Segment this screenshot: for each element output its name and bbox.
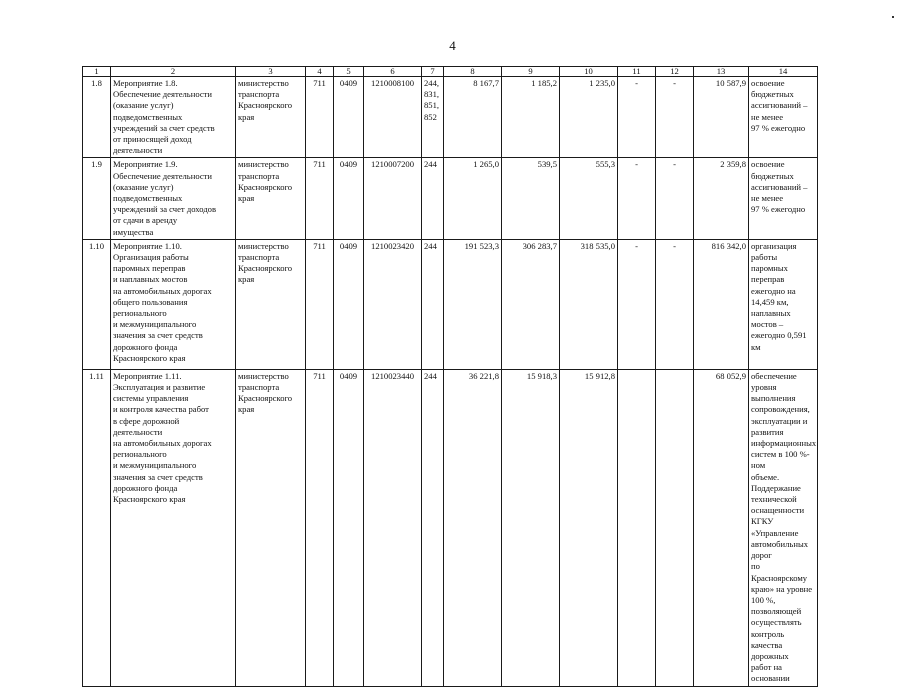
- target-item-code: 1210007200: [364, 158, 422, 239]
- amount-year-1: 1 265,0: [444, 158, 502, 239]
- grbs-code: 711: [306, 239, 334, 369]
- column-number-14: 14: [749, 67, 818, 77]
- target-item-code: 1210023440: [364, 369, 422, 686]
- column-number-9: 9: [502, 67, 560, 77]
- expected-result: обеспечение уровня выполнения сопровождения, эксплуатации и развития информационных систем в 100 %-ном объеме. Поддержание технической оснащенности КГКУ «Управление автомобильных дорог по Красноярскому краю» на уровне 100 %, позволяющей осуществлять контроль качества дорожных работ на основании: [749, 369, 818, 686]
- expected-result: организация работы паромных переправ ежегодно на 14,459 км, наплавных мостов – ежегодно 0,591 км: [749, 239, 818, 369]
- amount-year-2: 15 918,3: [502, 369, 560, 686]
- table-row: [83, 158, 818, 239]
- column-12: -: [656, 77, 694, 158]
- table-row: [83, 369, 818, 686]
- executor: министерство транспорта Красноярского края: [236, 77, 306, 158]
- column-12: [656, 369, 694, 686]
- amount-year-1: 191 523,3: [444, 239, 502, 369]
- row-number: 1.11: [83, 369, 111, 686]
- amount-year-2: 1 185,2: [502, 77, 560, 158]
- column-12: -: [656, 239, 694, 369]
- expense-type-code: 244: [422, 369, 444, 686]
- expense-type-code: 244: [422, 158, 444, 239]
- amount-year-1: 8 167,7: [444, 77, 502, 158]
- amount-year-2: 539,5: [502, 158, 560, 239]
- section-code: 0409: [334, 239, 364, 369]
- column-number-3: 3: [236, 67, 306, 77]
- row-number: 1.10: [83, 239, 111, 369]
- column-number-row: [83, 67, 818, 77]
- program-events-table: [82, 66, 818, 687]
- column-number-13: 13: [694, 67, 749, 77]
- amount-year-3: 555,3: [560, 158, 618, 239]
- amount-total: 2 359,8: [694, 158, 749, 239]
- event-name: Мероприятие 1.10. Организация работы паромных переправ и наплавных мостов на автомобильных дорогах общего пользования регионального и межмуниципального значения за счет средств дорожного фонда Красноярского края: [111, 239, 236, 369]
- amount-total: 68 052,9: [694, 369, 749, 686]
- amount-year-3: 318 535,0: [560, 239, 618, 369]
- column-number-2: 2: [111, 67, 236, 77]
- column-number-1: 1: [83, 67, 111, 77]
- column-11: -: [618, 239, 656, 369]
- expected-result: освоение бюджетных ассигнований – не менее 97 % ежегодно: [749, 77, 818, 158]
- grbs-code: 711: [306, 369, 334, 686]
- column-number-4: 4: [306, 67, 334, 77]
- scan-artifact: [892, 16, 894, 18]
- target-item-code: 1210008100: [364, 77, 422, 158]
- expense-type-code: 244, 831, 851, 852: [422, 77, 444, 158]
- grbs-code: 711: [306, 158, 334, 239]
- amount-year-1: 36 221,8: [444, 369, 502, 686]
- column-number-10: 10: [560, 67, 618, 77]
- amount-year-2: 306 283,7: [502, 239, 560, 369]
- section-code: 0409: [334, 158, 364, 239]
- executor: министерство транспорта Красноярского края: [236, 369, 306, 686]
- column-number-6: 6: [364, 67, 422, 77]
- target-item-code: 1210023420: [364, 239, 422, 369]
- column-11: -: [618, 77, 656, 158]
- section-code: 0409: [334, 369, 364, 686]
- table-row: [83, 239, 818, 369]
- executor: министерство транспорта Красноярского края: [236, 239, 306, 369]
- column-number-11: 11: [618, 67, 656, 77]
- column-number-7: 7: [422, 67, 444, 77]
- executor: министерство транспорта Красноярского края: [236, 158, 306, 239]
- column-number-8: 8: [444, 67, 502, 77]
- amount-total: 816 342,0: [694, 239, 749, 369]
- row-number: 1.8: [83, 77, 111, 158]
- row-number: 1.9: [83, 158, 111, 239]
- event-name: Мероприятие 1.8. Обеспечение деятельности (оказание услуг) подведомственных учреждений за счет средств от приносящей доход деятельности: [111, 77, 236, 158]
- section-code: 0409: [334, 77, 364, 158]
- column-11: -: [618, 158, 656, 239]
- column-number-12: 12: [656, 67, 694, 77]
- grbs-code: 711: [306, 77, 334, 158]
- column-12: -: [656, 158, 694, 239]
- column-number-5: 5: [334, 67, 364, 77]
- amount-year-3: 1 235,0: [560, 77, 618, 158]
- amount-year-3: 15 912,8: [560, 369, 618, 686]
- event-name: Мероприятие 1.11. Эксплуатация и развитие системы управления и контроля качества работ в сфере дорожной деятельности на автомобильных дорогах регионального и межмуниципального значения за счет средств дорожного фонда Красноярского края: [111, 369, 236, 686]
- amount-total: 10 587,9: [694, 77, 749, 158]
- table-row: [83, 77, 818, 158]
- page-number: 4: [449, 38, 456, 53]
- event-name: Мероприятие 1.9. Обеспечение деятельности (оказание услуг) подведомственных учреждений за счет доходов от сдачи в аренду имущества: [111, 158, 236, 239]
- expense-type-code: 244: [422, 239, 444, 369]
- column-11: [618, 369, 656, 686]
- expected-result: освоение бюджетных ассигнований – не менее 97 % ежегодно: [749, 158, 818, 239]
